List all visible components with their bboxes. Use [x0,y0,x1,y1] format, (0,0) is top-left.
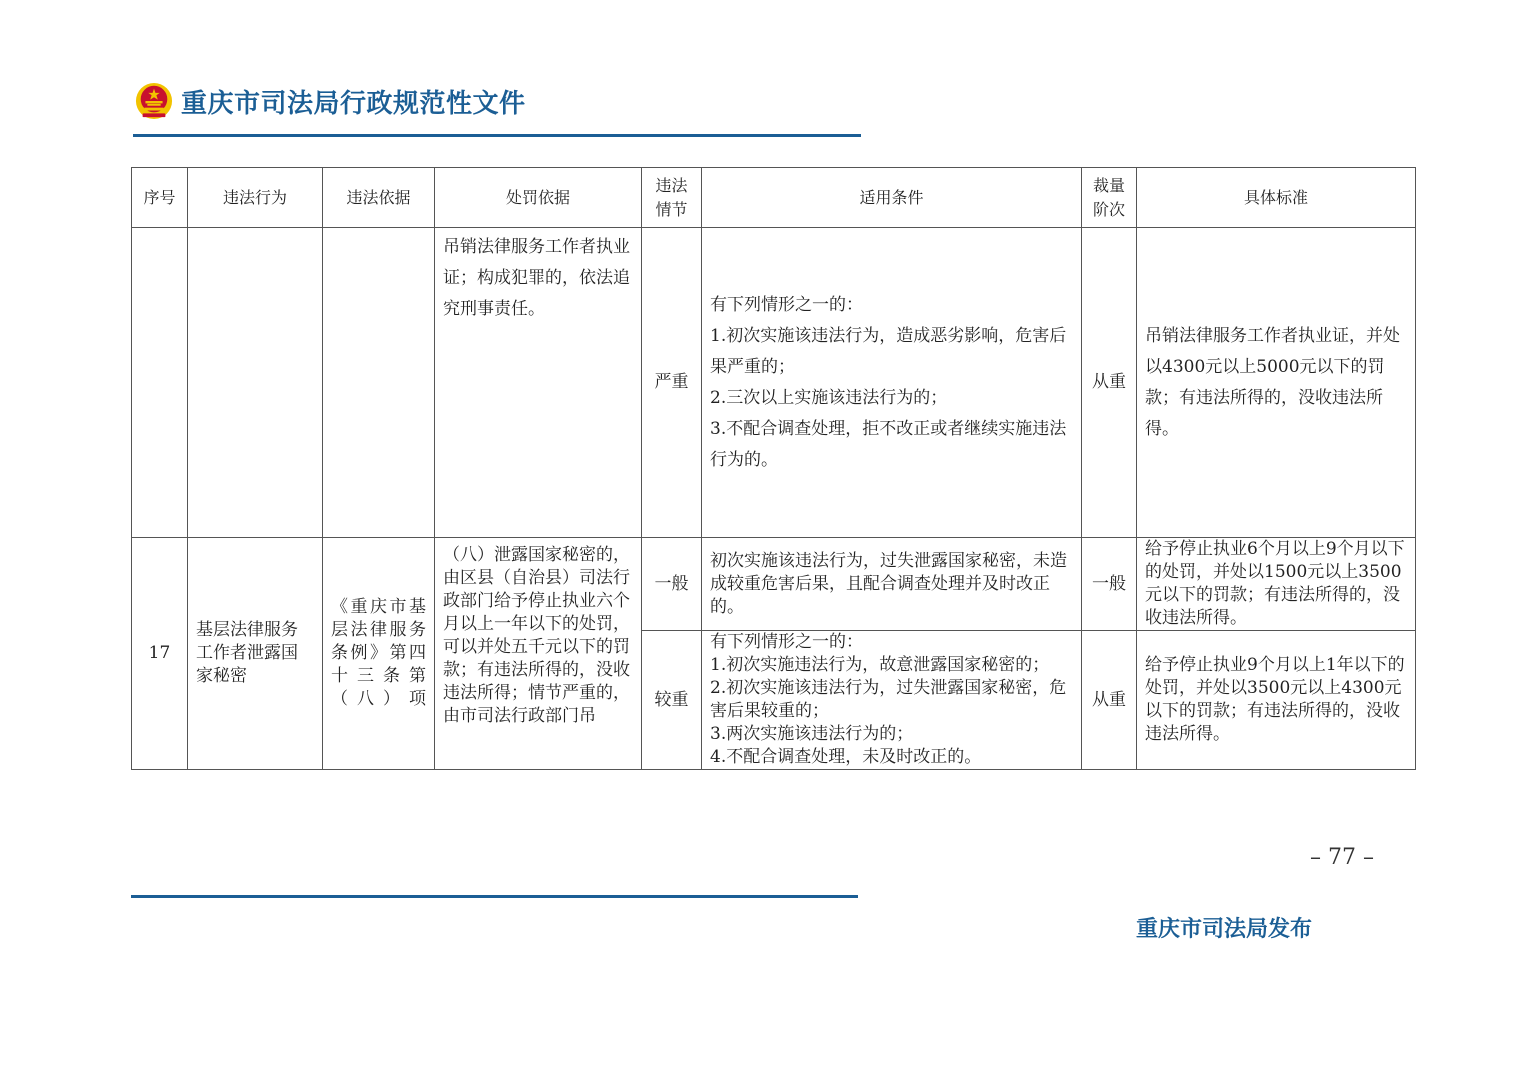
row17-sub2-circumstance: 较重 [642,631,702,770]
footer-publisher: 重庆市司法局发布 [1136,917,1313,942]
row17-sub1-circumstance: 一般 [642,538,702,631]
row17-sub2-discretion: 从重 [1082,631,1137,770]
document-header [135,78,526,124]
page-number: – 77 – [1310,845,1374,870]
row17-sub2-condition-line: 有下列情形之一的： [710,632,863,652]
cont-act-cell [188,228,323,538]
row17-sub1-standard: 给予停止执业6个月以上9个月以下的处罚，并处以1500元以上3500元以下的罚款；有违法所得的，没收违法所得。 [1137,538,1416,631]
header-circ-line1: 违法 [655,175,688,195]
cont-circumstance-cell: 严重 [642,228,702,538]
header-basis: 违法依据 [323,168,435,228]
row17-sub2-standard: 给予停止执业9个月以上1年以下的处罚，并处以3500元以上4300元以下的罚款；有违法所得的，没收违法所得。 [1137,631,1416,770]
table-row [132,538,1416,631]
cont-seq-cell [132,228,188,538]
header-rule [133,134,861,137]
row17-act-cell: 基层法律服务工作者泄露国家秘密 [188,538,323,770]
row17-sub2-condition-line: 1.初次实施违法行为，故意泄露国家秘密的； [710,655,1050,675]
row17-basis-cell: 《重庆市基层法律服务条例》第四十三条第（八）项 [323,538,435,770]
cont-standard-cell: 吊销法律服务工作者执业证，并处以4300元以上5000元以下的罚款；有违法所得的，没收违法所得。 [1137,228,1416,538]
cont-condition-line: 1.初次实施该违法行为，造成恶劣影响，危害后果严重的； [710,325,1067,377]
penalty-standards-table [131,167,1416,770]
row17-seq-cell: 17 [132,538,188,770]
header-title: 重庆市司法局行政规范性文件 [181,88,526,119]
row17-sub2-condition-line: 2.初次实施该违法行为，过失泄露国家秘密，危害后果较重的； [710,678,1067,721]
row17-sub2-condition-line: 4.不配合调查处理，未及时改正的。 [710,747,982,767]
cont-penalty-cell: 吊销法律服务工作者执业证；构成犯罪的，依法追究刑事责任。 [435,228,642,538]
cont-condition-line: 有下列情形之一的： [710,294,863,315]
cont-discretion-cell: 从重 [1082,228,1137,538]
header-discretion [1082,168,1137,228]
row17-sub2-condition-line: 3.两次实施该违法行为的； [710,724,914,744]
row17-penalty-cell: （八）泄露国家秘密的，由区县（自治县）司法行政部门给予停止执业六个月以上一年以下的处罚，可以并处五千元以下的罚款；有违法所得的，没收违法所得；情节严重的，由市司法行政部门吊 [435,538,642,770]
header-penalty: 处罚依据 [435,168,642,228]
header-act: 违法行为 [188,168,323,228]
header-circ-line2: 情节 [655,199,688,219]
header-seq: 序号 [132,168,188,228]
row17-sub1-discretion: 一般 [1082,538,1137,631]
cont-basis-cell [323,228,435,538]
header-circumstance [642,168,702,228]
cont-condition-line: 2.三次以上实施该违法行为的； [710,387,948,408]
cont-conditions-cell [702,228,1082,538]
table-header-row [132,168,1416,228]
national-emblem-icon [135,82,173,120]
header-conditions: 适用条件 [702,168,1082,228]
row17-sub2-conditions [702,631,1082,770]
table-row [132,228,1416,538]
header-standard: 具体标准 [1137,168,1416,228]
row17-sub1-condition: 初次实施该违法行为，过失泄露国家秘密，未造成较重危害后果，且配合调查处理并及时改正的。 [702,538,1082,631]
cont-condition-line: 3.不配合调查处理，拒不改正或者继续实施违法行为的。 [710,418,1067,470]
header-disc-line2: 阶次 [1092,199,1125,219]
footer-rule [131,895,858,898]
header-disc-line1: 裁量 [1092,175,1125,195]
